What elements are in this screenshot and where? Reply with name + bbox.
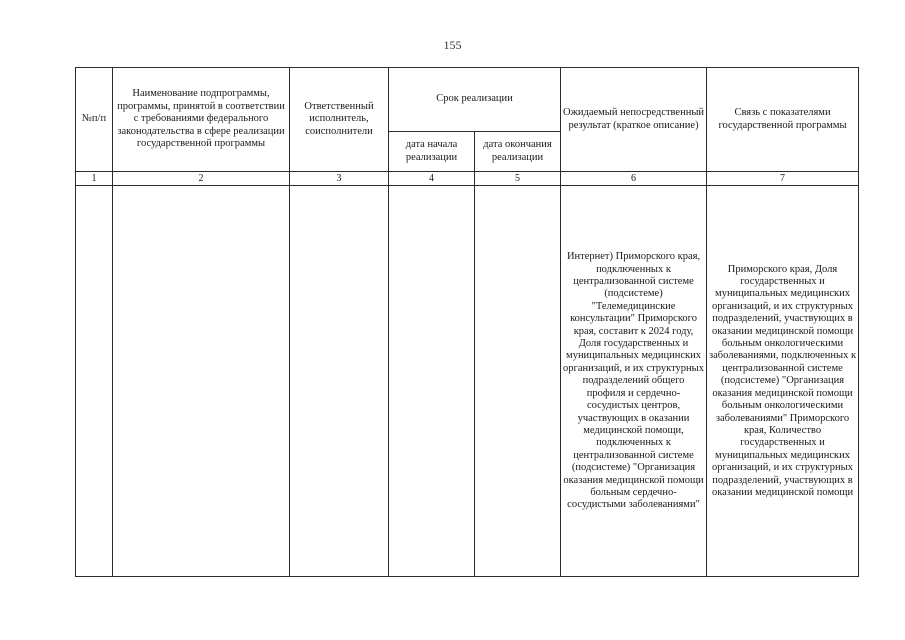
result-text: Интернет) Приморского края, подключенных к централизованной системе (подсистеме) "Телемедицинские консультации" Приморского края, составит к 2024 году, Доля государственных и муниципальных медицинских организаций, и их структурных подразделений общего профиля и сердечно-сосудистых центров, участвующих в оказании медицинской помощи, подключенных к централизованной системе (подсистеме) "Организация оказания медицинской помощи больным сердечно-сосудистыми заболеваниями" [563, 251, 704, 511]
cell-start [389, 186, 475, 577]
header-period: Срок реализации [389, 68, 561, 132]
column-number: 6 [561, 172, 707, 186]
column-number: 3 [290, 172, 389, 186]
cell-name [113, 186, 290, 577]
header-end: дата окончания реализации [475, 132, 561, 172]
cell-result [561, 186, 707, 577]
column-number: 2 [113, 172, 290, 186]
column-number-row [76, 172, 859, 186]
program-table [75, 67, 859, 577]
cell-num [76, 186, 113, 577]
page-number: 155 [443, 38, 462, 52]
header-start: дата начала реализации [389, 132, 475, 172]
header-link: Связь с показателями государственной программы [707, 68, 859, 172]
cell-executor [290, 186, 389, 577]
header-row [76, 68, 859, 132]
column-number: 7 [707, 172, 859, 186]
column-number: 5 [475, 172, 561, 186]
link-text: Приморского края, Доля государственных и муниципальных медицинских организаций, и их структурных подразделений, участвующих в оказании медицинской помощи больным онкологическими заболеваниями, подключенных к централизованной системе (подсистеме) "Организация оказания медицинской помощи больным онкологическими заболеваниями" Приморского края, Количество государственных и муниципальных медицинских организаций, и их структурных подразделений, участвующих в оказании медицинской помощи [708, 263, 857, 498]
header-name: Наименование подпрограммы, программы, принятой в соответствии с требованиями федерального законодательства в сфере реализации государственной программы [113, 68, 290, 172]
cell-link [707, 186, 859, 577]
table-row [76, 186, 859, 577]
header-num: №п/п [76, 68, 113, 172]
header-executor: Ответственный исполнитель, соисполнители [290, 68, 389, 172]
column-number: 4 [389, 172, 475, 186]
header-result: Ожидаемый непосредственный результат (краткое описание) [561, 68, 707, 172]
column-number: 1 [76, 172, 113, 186]
cell-end [475, 186, 561, 577]
